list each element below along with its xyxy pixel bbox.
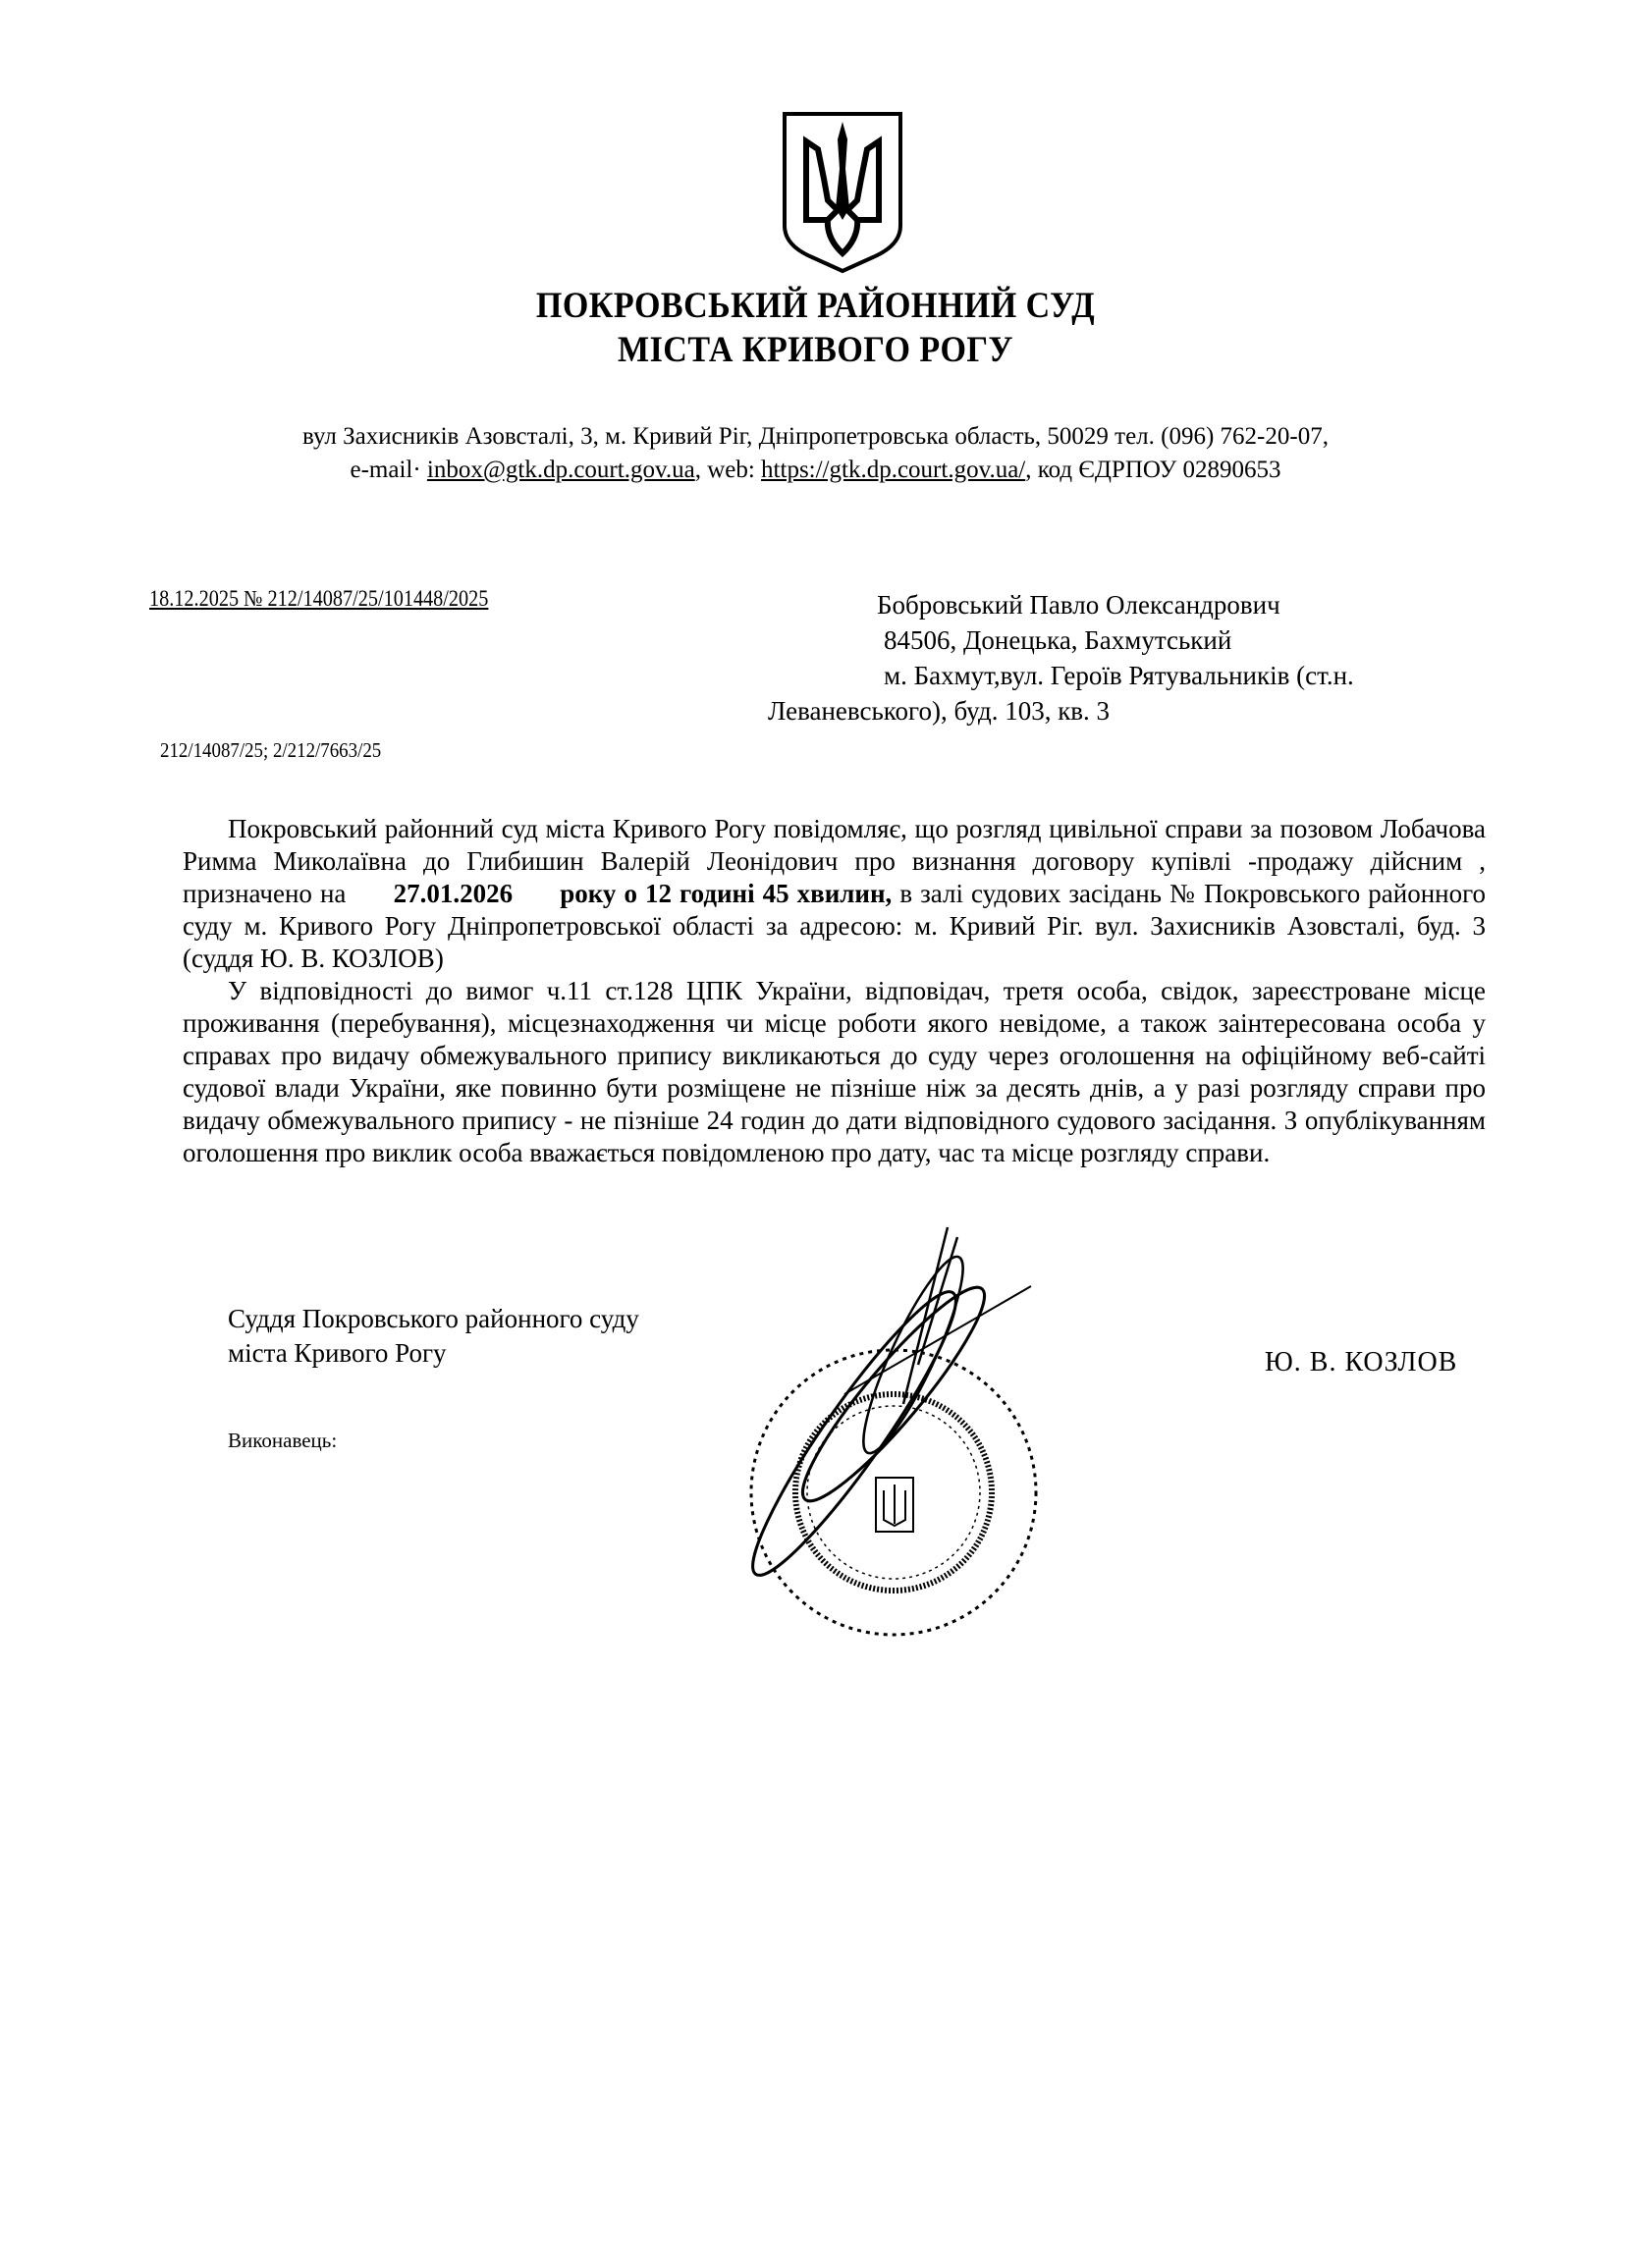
ukraine-trident-icon [779,110,906,275]
notice-paragraph-1: Покровський районний суд міста Кривого Рогу повідомляє, що розгляд цивільної справи за позовом Лобачова Римма Миколаївна до Глибишин Валерій Леонідович про визнання договору купівлі -продажу дійсним , призначено на 27.01.2026 року о 12 годині 45 хвилин, в залі судових засідань № Покровського районного суду м. Кривого Рогу Дніпропетровської області за адресою: м. Кривий Ріг. вул. Захисників Азовсталі, буд. 3 (суддя Ю. В. КОЗЛОВ) [183,814,1487,973]
email-link[interactable]: inbox@gtk.dp.court.gov.ua [426,457,695,483]
hearing-date: 27.01.2026 [393,879,514,908]
case-numbers: 212/14087/25; 2/212/7663/25 [160,738,382,762]
judge-title-line1: Суддя Покровського районного суду [228,1304,639,1333]
recipient-name: Бобровський Павло Олександрович [877,590,1280,620]
court-name-line1: ПОКРОВСЬКИЙ РАЙОННИЙ СУД [535,286,1096,326]
recipient-address-line2: 84506, Донецька, Бахмутський [884,625,1232,655]
judge-title-line2: міста Кривого Рогу [228,1338,447,1368]
edrpou-code: , код ЄДРПОУ 02890653 [1025,457,1281,483]
court-name-line2: МІСТА КРИВОГО РОГУ [618,330,1013,370]
web-link[interactable]: https://gtk.dp.court.gov.ua/ [761,457,1026,483]
notice-paragraph-2: У відповідності до вимог ч.11 ст.128 ЦПК України, відповідач, третя особа, свідок, зареєстроване місце проживання (перебування), місцезнаходження чи місце роботи якого невідоме, а також заінтересована особа у справах про видачу обмежувального припису викликаються до суду через оголошення на офіційному веб-сайті судової влади України, яке повинно бути розміщене не пізніше ніж за десять днів, а у разі розгляду справи про видачу обмежувального припису - не пізніше 24 годин до дати відповідного судового засідання. З опублікуванням оголошення про виклик особа вважається повідомленою про дату, час та місце розгляду справи. [183,976,1486,1167]
hearing-time: року о 12 годині 45 хвилин, [560,879,893,908]
handwritten-signature-icon [707,1208,1080,1600]
court-address: вул Захисників Азовсталі, 3, м. Кривий Ріг, Дніпропетровська область, 50029 тел. (096) 762-20-07, [302,423,1329,450]
executor-label: Виконавець: [228,1429,338,1452]
judge-name: Ю. В. КОЗЛОВ [1265,1347,1458,1377]
email-label: e-mail· [350,457,421,483]
notice-body [183,813,1486,1169]
recipient-address-line3: м. Бахмут,вул. Героїв Рятувальників (ст.н. [884,661,1354,690]
web-label: web: [707,457,755,483]
outgoing-reference: 18.12.2025 № 212/14087/25/101448/2025 [149,586,489,611]
recipient-address-line4: Леваневського), буд. 103, кв. 3 [768,696,1111,726]
court-contacts: e-mail· inbox@gtk.dp.court.gov.ua, web: https://gtk.dp.court.gov.ua/, код ЄДРПОУ 02890653 [350,457,1281,483]
